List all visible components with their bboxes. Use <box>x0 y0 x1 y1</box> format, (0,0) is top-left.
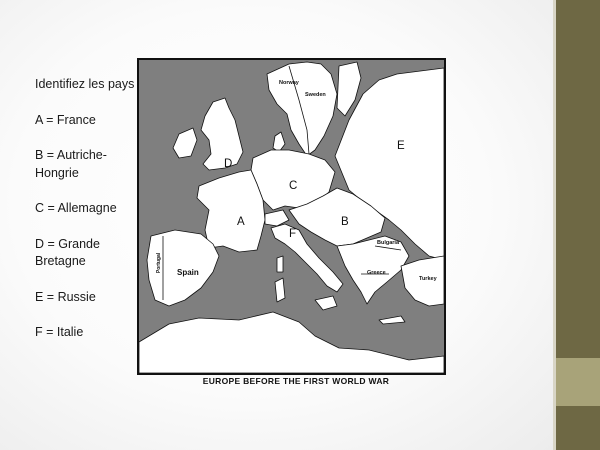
answer-e: E = Russie <box>35 289 96 304</box>
britain-land <box>201 98 243 170</box>
map-label-sweden: Sweden <box>305 92 326 98</box>
map-caption: EUROPE BEFORE THE FIRST WORLD WAR <box>202 376 390 386</box>
europe-map <box>137 58 446 375</box>
map-label-turkey: Turkey <box>419 276 437 282</box>
quiz-title: Identifiez les pays <box>35 77 135 91</box>
answer-b: B = Autriche-Hongrie <box>35 148 107 180</box>
corsica-land <box>277 256 283 272</box>
sidebar-band-top <box>556 0 600 358</box>
map-letter-c: C <box>289 180 298 192</box>
ireland-land <box>173 128 197 158</box>
map-letter-b: B <box>341 216 349 228</box>
map-letter-e: E <box>397 140 405 152</box>
answer-a: A = France <box>35 112 96 127</box>
map-label-portugal: Portugal <box>156 252 163 274</box>
map-label-norway: Norway <box>279 80 299 86</box>
map-label-bulgaria: Bulgaria <box>377 240 400 246</box>
map-letter-a: A <box>237 216 245 228</box>
map-drawing <box>139 60 444 373</box>
denmark-land <box>273 132 285 152</box>
sardinia-land <box>275 278 285 302</box>
answer-c: C = Allemagne <box>35 201 117 215</box>
answer-d: D = Grande Bretagne <box>35 236 100 268</box>
map-letter-d: D <box>224 158 233 170</box>
map-label-spain: Spain <box>177 268 199 277</box>
switzerland-land <box>265 210 289 226</box>
quiz-text-panel <box>35 76 135 360</box>
answer-f: F = Italie <box>35 325 84 339</box>
crete-land <box>379 316 405 324</box>
map-letter-f: F <box>289 228 297 240</box>
map-label-greece: Greece <box>367 270 386 276</box>
sidebar-band-bottom <box>556 406 600 450</box>
sicily-land <box>315 296 337 310</box>
sidebar-band-accent <box>556 358 600 406</box>
